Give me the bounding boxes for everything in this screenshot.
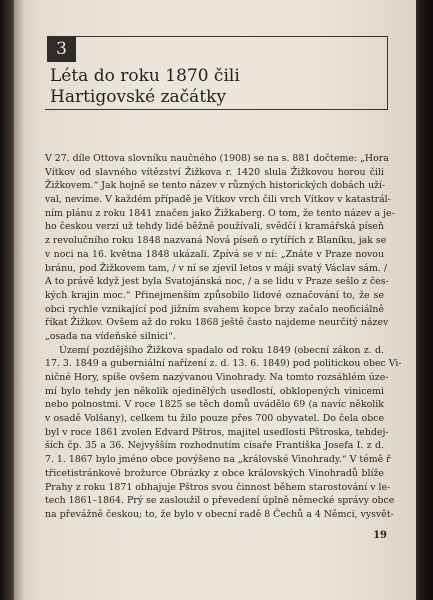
text-line: Území pozdějšího Žižkova spadalo od roku 1849 (obecní zákon z. d.	[59, 344, 384, 356]
text-line: z revolučního roku 1848 nazvaná Nová píseň o rytířích z Blaníku, jak se	[45, 235, 387, 247]
chapter-number: 3	[47, 36, 76, 62]
text-line: ním plánu z roku 1841 značen jako Žižkaberg. O tom, že tento název a je-	[45, 207, 395, 219]
page-number: 19	[373, 530, 387, 541]
text-line: říkat Žižkov. Ovšem až do roku 1868 ještě často najdeme neurčitý název	[45, 317, 389, 329]
text-line: na převážně českou; to, že bylo v obecní radě 8 Čechů a 4 Němci, vysvět-	[45, 508, 394, 520]
text-line: Žižkovem.“ Jak hojně se tento název v různých historických dobách uží-	[45, 180, 386, 192]
text-line: val, nevíme. V každém případě je Vítkov vrch čili vrch Vítkov v katastrál-	[45, 194, 391, 206]
text-line: Vítkov od slavného vítězství Žižkova r. 1420 slula Žižkovou horou čili	[45, 166, 384, 178]
text-line: ničné Hory, spíše ovšem nazývanou Vinohrady. Na tomto rozsáhlém úze-	[45, 372, 389, 383]
text-line: nebo polnostmi. V roce 1825 se těch domů uvádělo 69 (a navíc několik	[45, 399, 384, 411]
chapter-title-line: Hartigovské začátky	[50, 87, 227, 107]
text-line: Prahy z roku 1871 obhajuje Pštros svou činnost během starostování v le-	[45, 481, 391, 493]
text-line: v noci na 16. května 1848 ukázali. Zpívá se v ní: „Znáte v Praze novou	[45, 248, 384, 260]
text-line: kých krajin moc.“ Přinejmenším způsobilo lidové označování to, že se	[45, 289, 384, 301]
text-line: mí bylo tehdy jen několik ojedinělých usedlostí, obklopených vinicemi	[45, 385, 384, 397]
text-line: ho českou verzi už tehdy lidé běžně používali, svědčí i kramářská píseň	[45, 221, 384, 233]
text-line: A to právě když jest byla Svatojánská noc, / a se lidu v Praze sešlo z čes-	[45, 276, 389, 288]
text-line: tech 1861–1864. Prý se zasloužil o převedení úplně německé správy obce	[45, 495, 395, 507]
text-line: 17. 3. 1849 a guberniální nařízení z. d. 13. 6. 1849) pod politickou obec Vi-	[45, 358, 402, 370]
text-line: V 27. díle Ottova slovníku naučného (1908) se na s. 881 dočteme: „Hora	[45, 153, 389, 164]
text-line: „osada na vídeňské silnici“.	[45, 330, 176, 342]
chapter-title-line: Léta do roku 1870 čili	[50, 66, 240, 86]
text-line: v osadě Volšany), celkem tu žilo pouze přes 700 obyvatel. Do čela obce	[45, 413, 384, 425]
text-line: třicetistránkové brožurce Obrázky z obce královských Vinohradů blíže	[45, 467, 384, 479]
text-line: byl v roce 1861 zvolen Edvard Pštros, majitel usedlosti Pštroska, tehdej-	[45, 426, 389, 438]
text-line: ších čp. 35 a 36. Nejvyšším rozhodnutím císaře Františka Josefa I. z d.	[45, 440, 384, 452]
book-page	[14, 0, 416, 600]
text-line: obci rychle vznikající pod jižním svahem kopce brzy začalo neoficiálně	[45, 303, 384, 315]
body-text	[45, 152, 402, 522]
chapter-title	[50, 66, 370, 108]
text-line: 7. 1. 1867 bylo jméno obce povýšeno na „královské Vinohrady.“ V témě ř	[45, 454, 391, 466]
text-line: bránu, pod Žižkovem tam, / v ní se zjevil letos v máji svatý Václav sám. /	[45, 262, 388, 274]
